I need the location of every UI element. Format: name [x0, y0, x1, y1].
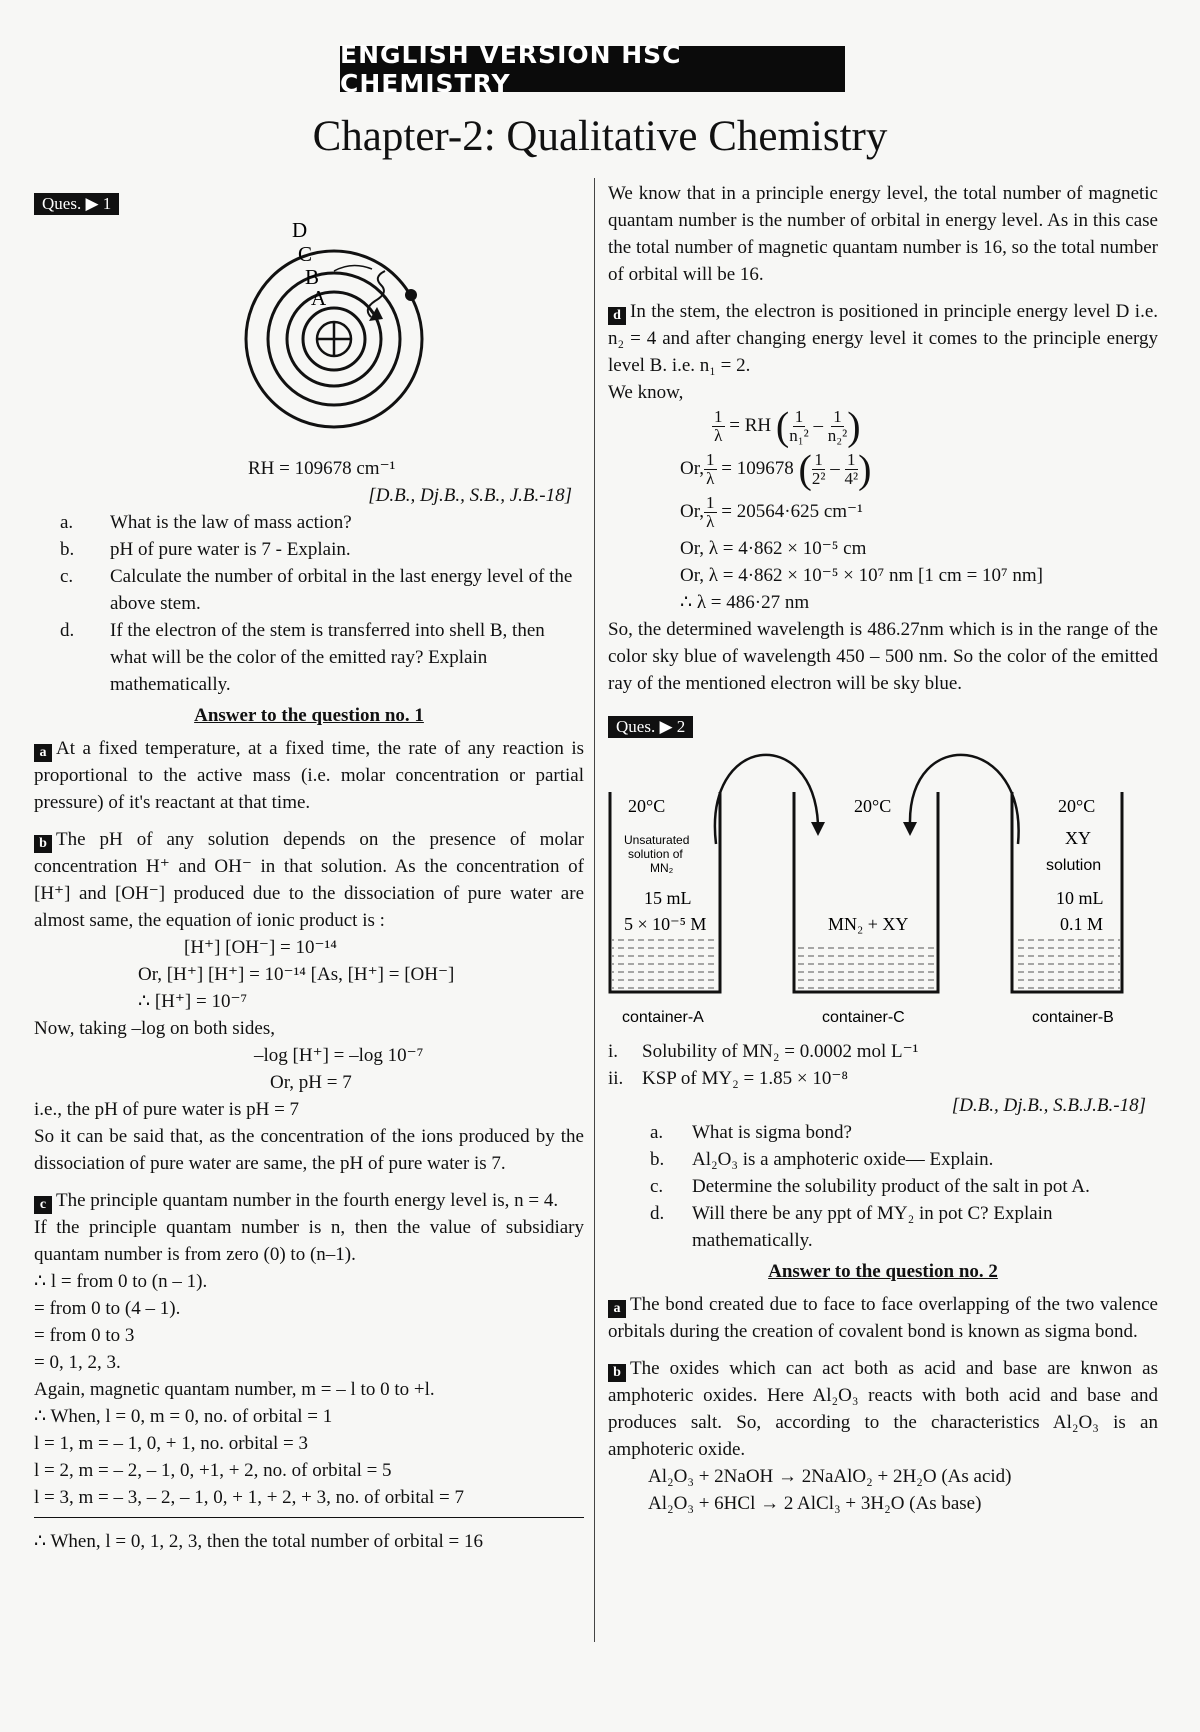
container-a-temp: 20°C — [628, 796, 666, 816]
chapter-title: Chapter-2: Qualitative Chemistry — [312, 113, 888, 160]
text-line: l = 2, m = – 2, – 1, 0, +1, + 2, no. of orbital = 5 — [34, 1460, 392, 1481]
inverse-wavelength: Or, $\frac{1}{\lambda}$ = 20564·625 cm⁻¹ — [680, 493, 863, 531]
bohr-atom-diagram — [34, 211, 584, 451]
container-b-label: container-B — [1032, 1009, 1114, 1026]
q1-answer-d: d In the stem, the electron is positioned in principle energy level D i.e. n₂ = 4 and after changing energy level it comes to the principle energy level B. i.e. n₁ = 2. — [608, 301, 1158, 376]
header-banner: ENGLISH VERSION HSC CHEMISTRY — [340, 46, 845, 92]
question-1-badge: Ques. ▶ 1 — [34, 193, 119, 215]
text-paragraph: So it can be said that, as the concentration of the ions produced by the dissociation of pure water are same, the pH of pure water is 7. — [34, 1126, 584, 1174]
marker-d: d — [608, 307, 626, 325]
q2-given-list — [608, 1038, 1158, 1092]
container-c-temp: 20°C — [854, 796, 892, 816]
equation-line: ∴ λ = 486·27 nm — [680, 592, 810, 613]
rydberg-constant: RH = 109678 cm⁻¹ — [248, 458, 396, 479]
text-line: ∴ When, l = 0, m = 0, no. of orbital = 1 — [34, 1406, 333, 1427]
shell-label-d: D — [292, 218, 308, 242]
list-item: ii. KSP of MY₂ = 1.85 × 10⁻⁸ — [608, 1068, 849, 1089]
marker-a: a — [608, 1300, 626, 1318]
list-item: a. What is the law of mass action? — [60, 512, 352, 533]
marker-b: b — [608, 1364, 626, 1382]
q1-source: [D.B., Dj.B., S.B., J.B.-18] — [368, 485, 572, 506]
rydberg-equation: $\frac{1}{\lambda}$ = RH ( $\frac{1}{\text{n₁²}}$ – $\frac{1}{\text{n₂²}}$ ) — [714, 403, 861, 449]
text-line: i.e., the pH of pure water is pH = 7 — [34, 1099, 300, 1120]
containers-diagram — [608, 744, 1158, 1034]
question-2-badge: Ques. ▶ 2 — [608, 716, 693, 738]
container-a-desc: solution of — [628, 847, 683, 861]
q2-answer-a: a The bond created due to face to face overlapping of the two valence orbitals during the creation of covalent bond is known as sigma bond. — [608, 1294, 1158, 1342]
marker-c: c — [34, 1196, 52, 1214]
list-item: b. pH of pure water is 7 - Explain. — [60, 539, 351, 560]
text-line: l = 3, m = – 3, – 2, – 1, 0, + 1, + 2, + 3, no. of orbital = 7 — [34, 1484, 584, 1518]
left-column — [34, 180, 584, 1555]
container-a-label: container-A — [622, 1009, 704, 1026]
equation-line: Or, λ = 4·862 × 10⁻⁵ × 10⁷ nm [1 cm = 10⁷ nm] — [680, 565, 1044, 586]
text-line: ∴ l = from 0 to (n – 1). — [34, 1271, 208, 1292]
equation-line: Al₂O₃ + 2NaOH → 2NaAlO₂ + 2H₂O (As acid) — [648, 1466, 1012, 1487]
q1-question-list — [34, 509, 584, 698]
container-a-desc: MN₂ — [650, 861, 674, 875]
text-paragraph: We know that in a principle energy level, the total number of magnetic quantam number is the number of orbital in energy level. As in this case the total number of magnetic quantam number is 16, so the total number of orbital will be 16. — [608, 183, 1158, 285]
q1-answer-c: c The principle quantam number in the fourth energy level is, n = 4. — [34, 1187, 584, 1214]
list-item: i. Solubility of MN₂ = 0.0002 mol L⁻¹ — [608, 1041, 919, 1062]
container-b-desc: XY — [1065, 828, 1091, 848]
text-line: Again, magnetic quantam number, m = – l to 0 to +l. — [34, 1379, 435, 1400]
q1-answer-b: b The pH of any solution depends on the presence of molar concentration H⁺ and OH⁻ in that solution. As the concentration of [H⁺] and [OH⁻] produced due to the dissociation of pure water are almost same, the equation of ionic product is : — [34, 829, 584, 931]
q2-answer-b: b The oxides which can act both as acid and base are knwon as amphoteric oxides. Here Al₂O₃ reacts with both acid and base and produces salt. So, according to the characteristics Al₂O₃ is an amphoteric oxide. — [608, 1358, 1158, 1460]
q2-source: [D.B., Dj.B., S.B.J.B.-18] — [951, 1095, 1146, 1116]
list-item: a. What is sigma bond? — [650, 1122, 852, 1143]
list-item: b. Al₂O₃ is a amphoteric oxide— Explain. — [650, 1149, 994, 1170]
q2-question-list — [608, 1119, 1158, 1254]
column-divider — [594, 178, 595, 1642]
marker-a: a — [34, 744, 52, 762]
text-line: = 0, 1, 2, 3. — [34, 1352, 121, 1373]
equation-line: [H⁺] [OH⁻] = 10⁻¹⁴ — [184, 937, 337, 958]
equation-line: Or, [H⁺] [H⁺] = 10⁻¹⁴ [As, [H⁺] = [OH⁻] — [138, 964, 455, 985]
container-c-label: container-C — [822, 1009, 905, 1026]
text-line: l = 1, m = – 1, 0, + 1, no. orbital = 3 — [34, 1433, 309, 1454]
container-a-volume: 15 mL — [644, 888, 692, 908]
text-paragraph: If the principle quantam number is n, then the value of subsidiary quantam number is from zero (0) to (n–1). — [34, 1217, 584, 1265]
q1-answer-title: Answer to the question no. 1 — [194, 705, 424, 726]
equation-line: Al₂O₃ + 6HCl → 2 AlCl₃ + 3H₂O (As base) — [648, 1493, 982, 1514]
list-item: c. Determine the solubility product of the salt in pot A. — [650, 1176, 1090, 1197]
container-b-temp: 20°C — [1058, 796, 1096, 816]
shell-label-a: A — [311, 286, 327, 310]
container-b-desc: solution — [1046, 857, 1102, 874]
q2-answer-title: Answer to the question no. 2 — [768, 1261, 998, 1282]
equation-line: –log [H⁺] = –log 10⁻⁷ — [254, 1045, 424, 1066]
container-c-content: MN₂ + XY — [828, 914, 909, 934]
list-item: d. If the electron of the stem is transferred into shell B, then what will be the color of the emitted ray? Explain mathematically. — [60, 620, 545, 695]
q1-answer-a: a At a fixed temperature, at a fixed time, the rate of any reaction is proportional to the active mass (i.e. molar concentration or partial pressure) of it's reactant at that time. — [34, 738, 584, 813]
equation-line: ∴ [H⁺] = 10⁻⁷ — [138, 991, 248, 1012]
equation-line: Or, pH = 7 — [270, 1072, 352, 1093]
text-line: Now, taking –log on both sides, — [34, 1018, 276, 1039]
container-a-concentration: 5 × 10⁻⁵ M — [624, 914, 707, 934]
orbital-total: ∴ When, l = 0, 1, 2, 3, then the total number of orbital = 16 — [34, 1531, 483, 1552]
text-line: = from 0 to (4 – 1). — [34, 1298, 181, 1319]
container-a-desc: Unsaturated — [624, 833, 690, 847]
text-line: = from 0 to 3 — [34, 1325, 135, 1346]
list-item: d. Will there be any ppt of MY₂ in pot C? Explain mathematically. — [650, 1203, 1053, 1251]
marker-b: b — [34, 835, 52, 853]
right-column — [608, 180, 1158, 1517]
equation-line: Or, λ = 4·862 × 10⁻⁵ cm — [680, 538, 867, 559]
rydberg-substitution: Or, $\frac{1}{\lambda}$ = 109678 ( $\frac{1}{\text{2²}}$ – $\frac{1}{\text{4²}}$ ) — [680, 446, 872, 492]
shell-label-b: B — [305, 265, 320, 289]
list-item: c. Calculate the number of orbital in the last energy level of the above stem. — [60, 566, 573, 614]
text-paragraph: So, the determined wavelength is 486.27nm which is in the range of the color sky blue of wavelength 450 – 500 nm. So the color of the emitted ray of the mentioned electron will be sky blue. — [608, 619, 1158, 694]
shell-label-c: C — [298, 242, 313, 266]
container-b-volume: 10 mL — [1056, 888, 1104, 908]
container-b-concentration: 0.1 M — [1060, 914, 1104, 934]
text-line: We know, — [608, 382, 684, 403]
